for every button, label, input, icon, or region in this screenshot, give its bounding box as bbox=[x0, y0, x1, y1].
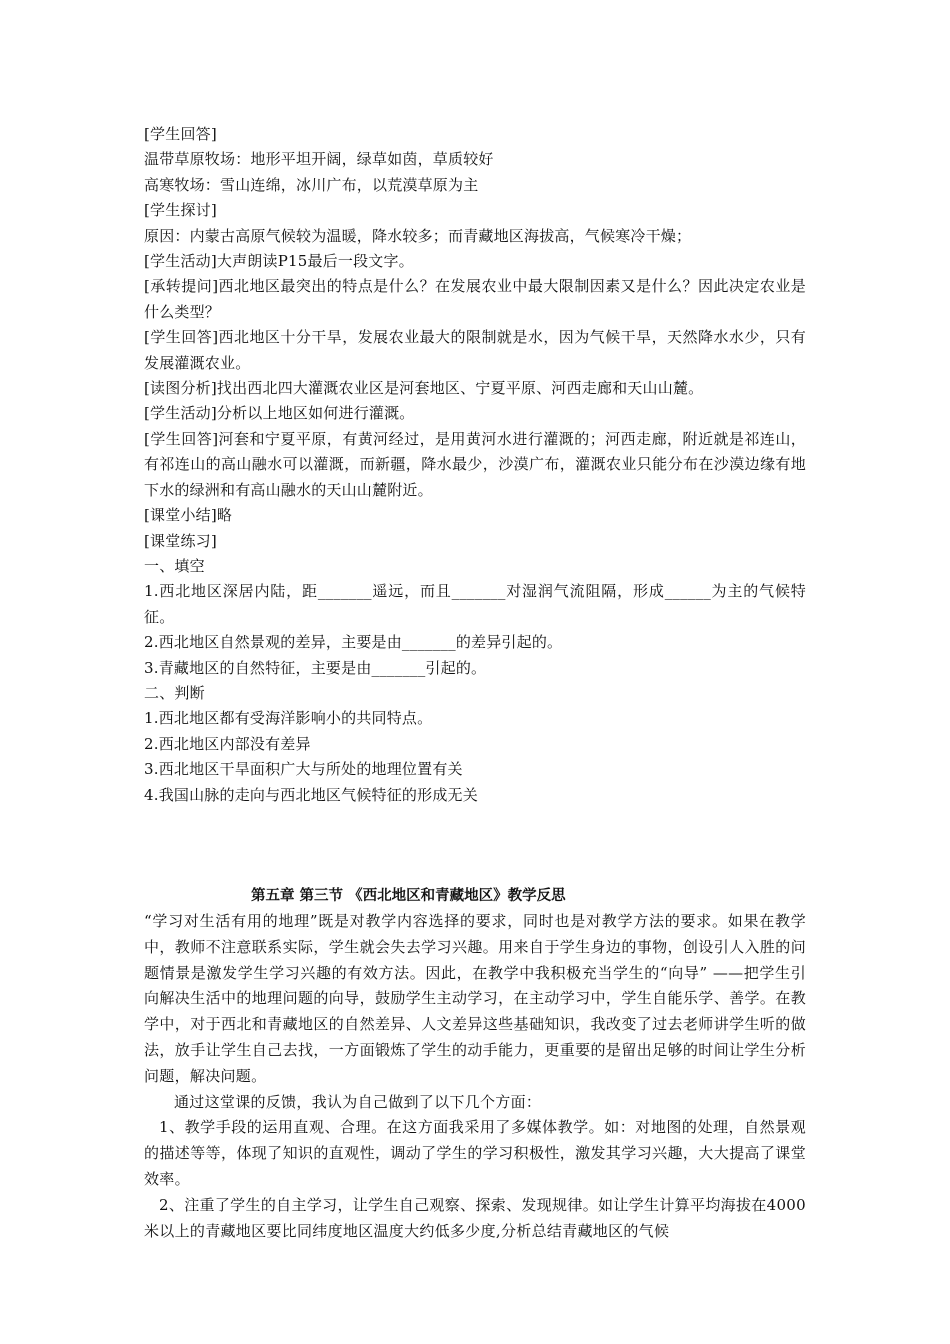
exercise-item: 3.西北地区干旱面积广大与所处的地理位置有关 bbox=[144, 760, 463, 779]
text-line: [课堂练习] bbox=[144, 531, 217, 550]
text-line: [学生回答] bbox=[144, 125, 217, 143]
text-line: 高寒牧场：雪山连绵，冰川广布，以荒漠草原为主 bbox=[144, 175, 479, 194]
exercise-item: 1.西北地区深居内陆，距_______遥远，而且_______对湿润气流阻隔，形成______为主的气候特征。 bbox=[144, 582, 806, 626]
section-heading: 二、判断 bbox=[144, 683, 205, 702]
exercise-item: 2.西北地区自然景观的差异，主要是由_______的差异引起的。 bbox=[144, 633, 563, 652]
exercise-item: 2.西北地区内部没有差异 bbox=[144, 734, 311, 753]
text-line: [学生探讨] bbox=[144, 201, 217, 220]
text-line: [课堂小结]略 bbox=[144, 506, 233, 525]
text-line: 原因：内蒙古高原气候较为温暖，降水较多；而青藏地区海拔高，气候寒冷干燥； bbox=[144, 226, 692, 245]
reflection-paragraph: 通过这堂课的反馈，我认为自己做到了以下几个方面： bbox=[174, 1092, 542, 1111]
exercise-item: 1.西北地区都有受海洋影响小的共同特点。 bbox=[144, 709, 433, 728]
reflection-paragraph: 1、教学手段的运用直观、合理。在这方面我采用了多媒体教学。如：对地图的处理，自然景观的描述等等，体现了知识的直观性，调动了学生的学习积极性，激发其学习兴趣，大大提高了课堂效率。 bbox=[144, 1118, 806, 1188]
section-spacer bbox=[144, 808, 806, 884]
reflection-paragraph: 2、注重了学生的自主学习，让学生自己观察、探索、发现规律。如让学生计算平均海拔在4000米以上的青藏地区要比同纬度地区温度大约低多少度,分析总结青藏地区的气候 bbox=[144, 1195, 806, 1240]
text-line: [承转提问]西北地区最突出的特点是什么？在发展农业中最大限制因素又是什么？因此决定农业是什么类型？ bbox=[144, 277, 806, 321]
text-line: [学生活动]分析以上地区如何进行灌溉。 bbox=[144, 404, 415, 423]
reflection-title: 第五章 第三节 《西北地区和青藏地区》教学反思 bbox=[251, 887, 566, 904]
exercise-item: 3.青藏地区的自然特征，主要是由_______引起的。 bbox=[144, 658, 487, 677]
text-line: [学生回答]河套和宁夏平原，有黄河经过，是用黄河水进行灌溉的；河西走廊，附近就是祁连山，有祁连山的高山融水可以灌溉，而新疆，降水最少，沙漠广布，灌溉农业只能分布在沙漠边缘有地下水的绿洲和有高山融水的天山山麓附近。 bbox=[144, 429, 806, 499]
section-heading: 一、填空 bbox=[144, 556, 205, 575]
text-line: 温带草原牧场：地形平坦开阔，绿草如茵，草质较好 bbox=[144, 150, 494, 169]
document-page bbox=[144, 122, 806, 1244]
exercise-item: 4.我国山脉的走向与西北地区气候特征的形成无关 bbox=[144, 785, 478, 804]
text-line: [读图分析]找出西北四大灌溉农业区是河套地区、宁夏平原、河西走廊和天山山麓。 bbox=[144, 379, 704, 398]
reflection-paragraph: “学习对生活有用的地理”既是对教学内容选择的要求，同时也是对教学方法的要求。如果在教学中，教师不注意联系实际，学生就会失去学习兴趣。用来自于学生身边的事物，创设引人入胜的问题情景是激发学生学习兴趣的有效方法。因此，在教学中我积极充当学生的“向导” ——把学生引向解决生活中的地理问题的向导，鼓励学生主动学习，在主动学习中，学生自能乐学、善学。在教学中，对于西北和青藏地区的自然差异、人文差异这些基础知识，我改变了过去老师讲学生听的做法，放手让学生自己去找，一方面锻炼了学生的动手能力，更重要的是留出足够的时间让学生分析问题，解决问题。 bbox=[144, 911, 806, 1085]
text-line: [学生回答]西北地区十分干旱，发展农业最大的限制就是水，因为气候干旱，天然降水水少，只有发展灌溉农业。 bbox=[144, 328, 806, 372]
text-line: [学生活动]大声朗读P15最后一段文字。 bbox=[144, 252, 414, 271]
